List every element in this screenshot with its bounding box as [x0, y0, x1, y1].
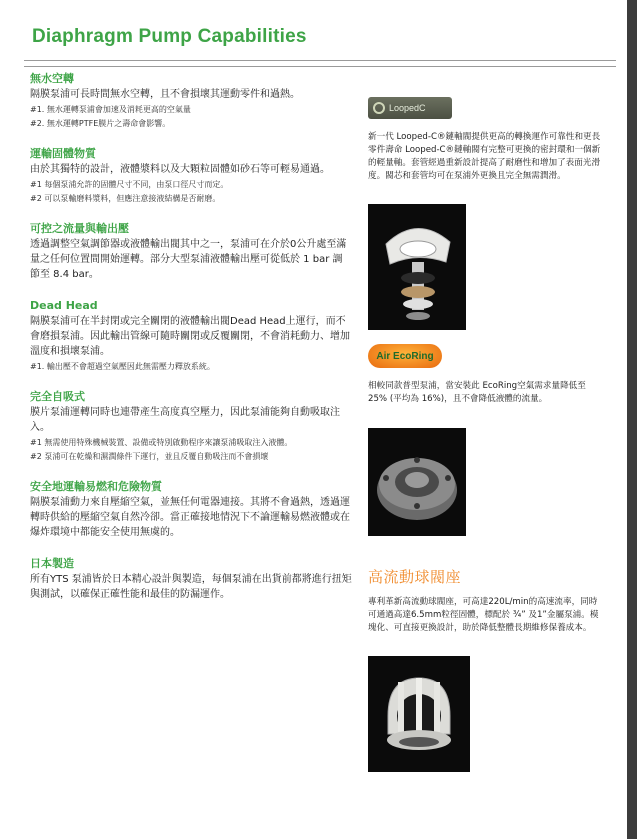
looped-c-description: 新一代 Looped-C®鏈軸閥提供更高的轉換運作可靠性和更長零件壽命 Looped-C®鏈軸閥有完整可更換的密封環和一個新的輕量軸。套管經過重新設計提高了耐磨性和增加了表面光滑度。閥芯和套管均可在泵浦外更換且完全無需潤滑。 — [368, 132, 601, 181]
ecoring-pump-photo — [368, 428, 466, 536]
section-body: 隔膜泵浦可長時間無水空轉，且不會損壞其運動零件和過熱。 — [30, 89, 300, 100]
title-rule — [24, 60, 616, 61]
section-flow-control — [30, 222, 352, 282]
section-note: #1. 無水運轉泵浦會加速及消耗更高的空氣量 — [30, 105, 191, 114]
section-title: 日本製造 — [30, 557, 74, 570]
section-title: 運輸固體物質 — [30, 147, 96, 160]
section-body: 所有YTS 泵浦皆於日本精心設計與製造，每個泵浦在出貨前都將進行扭矩與測試，以確保正確性能和最佳的防漏運作。 — [30, 574, 352, 600]
section-body: 膜片泵浦運轉同時也連帶產生高度真空壓力，因此泵浦能夠自動吸取注入。 — [30, 407, 340, 433]
valve-assembly-illustration — [368, 204, 466, 330]
section-note: #2. 無水運轉PTFE膜片之壽命會影響。 — [30, 119, 171, 128]
section-dead-head — [30, 299, 352, 373]
section-body: 隔膜泵浦動力來自壓縮空氣，並無任何電器連接。其將不會過熱，透過運轉時供給的壓縮空氣自然冷卻。當正確接地情況下不論運輸易燃液體或在爆炸環境中都能安全使用無虞的。 — [30, 497, 350, 538]
section-body: 由於其獨特的設計，液體漿料以及大顆粒固體如砂石等可輕易通過。 — [30, 164, 330, 175]
section-self-priming — [30, 390, 352, 463]
section-solids — [30, 147, 352, 205]
section-title: 可控之流量與輸出壓 — [30, 222, 129, 235]
air-ecoring-logo — [368, 344, 442, 368]
ecoring-illustration — [368, 428, 466, 536]
page-title: Diaphragm Pump Capabilities — [32, 26, 307, 47]
section-note: #2 泵浦可在乾燥和濕潤條件下運行，並且反覆自動吸注而不會損壞 — [30, 452, 269, 461]
section-body: 透過調整空氣調節器或液體輸出閥其中之一，泵浦可在介於0公升處至滿量之任何位置間開始運轉。部分大型泵浦液體輸出壓可從低於 1 bar 調節至 8.4 bar。 — [30, 239, 347, 280]
section-title: 安全地運輸易燃和危險物質 — [30, 480, 162, 493]
ball-seat-photo — [368, 656, 470, 772]
capabilities-column — [30, 72, 352, 619]
looped-c-valve-photo — [368, 204, 466, 330]
high-flow-description: 專利革新高流動球閥座，可高達220L/min的高速流率，同時可通過高達6.5mm粒徑固體，標配於 ¾” 及1”金屬泵浦。模塊化、可直接更換設計，助於降低整體長期維修保養成本。 — [368, 597, 599, 633]
air-ecoring-logo-text: Air EcoRing — [376, 350, 434, 362]
loop-ring-icon — [373, 102, 385, 114]
section-title: 無水空轉 — [30, 72, 74, 85]
section-body: 隔膜泵浦可在半封閉或完全關閉的液體輸出閥Dead Head上運行，而不會磨損泵浦。因此輸出管線可隨時關閉或反覆關閉，不會消耗動力、增加溫度和損壞泵浦。 — [30, 316, 350, 357]
section-made-in-japan — [30, 557, 352, 602]
section-note: #2 可以泵輸磨料漿料，但應注意接液結構是否耐磨。 — [30, 194, 221, 203]
section-title: Dead Head — [30, 299, 98, 312]
page-edge-bar — [627, 0, 637, 839]
section-title: 完全自吸式 — [30, 390, 85, 403]
looped-c-logo — [368, 97, 452, 119]
section-hazardous — [30, 480, 352, 540]
looped-c-logo-text: LoopedC — [389, 103, 426, 113]
ball-seat-illustration — [368, 656, 470, 772]
section-dry-run — [30, 72, 352, 130]
air-ecoring-description: 相較同款普型泵浦，當安裝此 EcoRing空氣需求量降低至 25% (平均為 16%)，且不會降低液體的流量。 — [368, 381, 586, 404]
section-note: #1 無需使用特殊機械裝置、設備或特別啟動程序來讓泵浦吸取注入液體。 — [30, 438, 293, 447]
title-rule-secondary — [24, 66, 616, 67]
section-note: #1 每個泵浦允許的固體尺寸不同，由泵口徑尺寸而定。 — [30, 180, 229, 189]
section-note: #1. 輸出壓不會超過空氣壓因此無需壓力釋放系統。 — [30, 362, 215, 371]
high-flow-title: 高流動球閥座 — [368, 568, 462, 586]
